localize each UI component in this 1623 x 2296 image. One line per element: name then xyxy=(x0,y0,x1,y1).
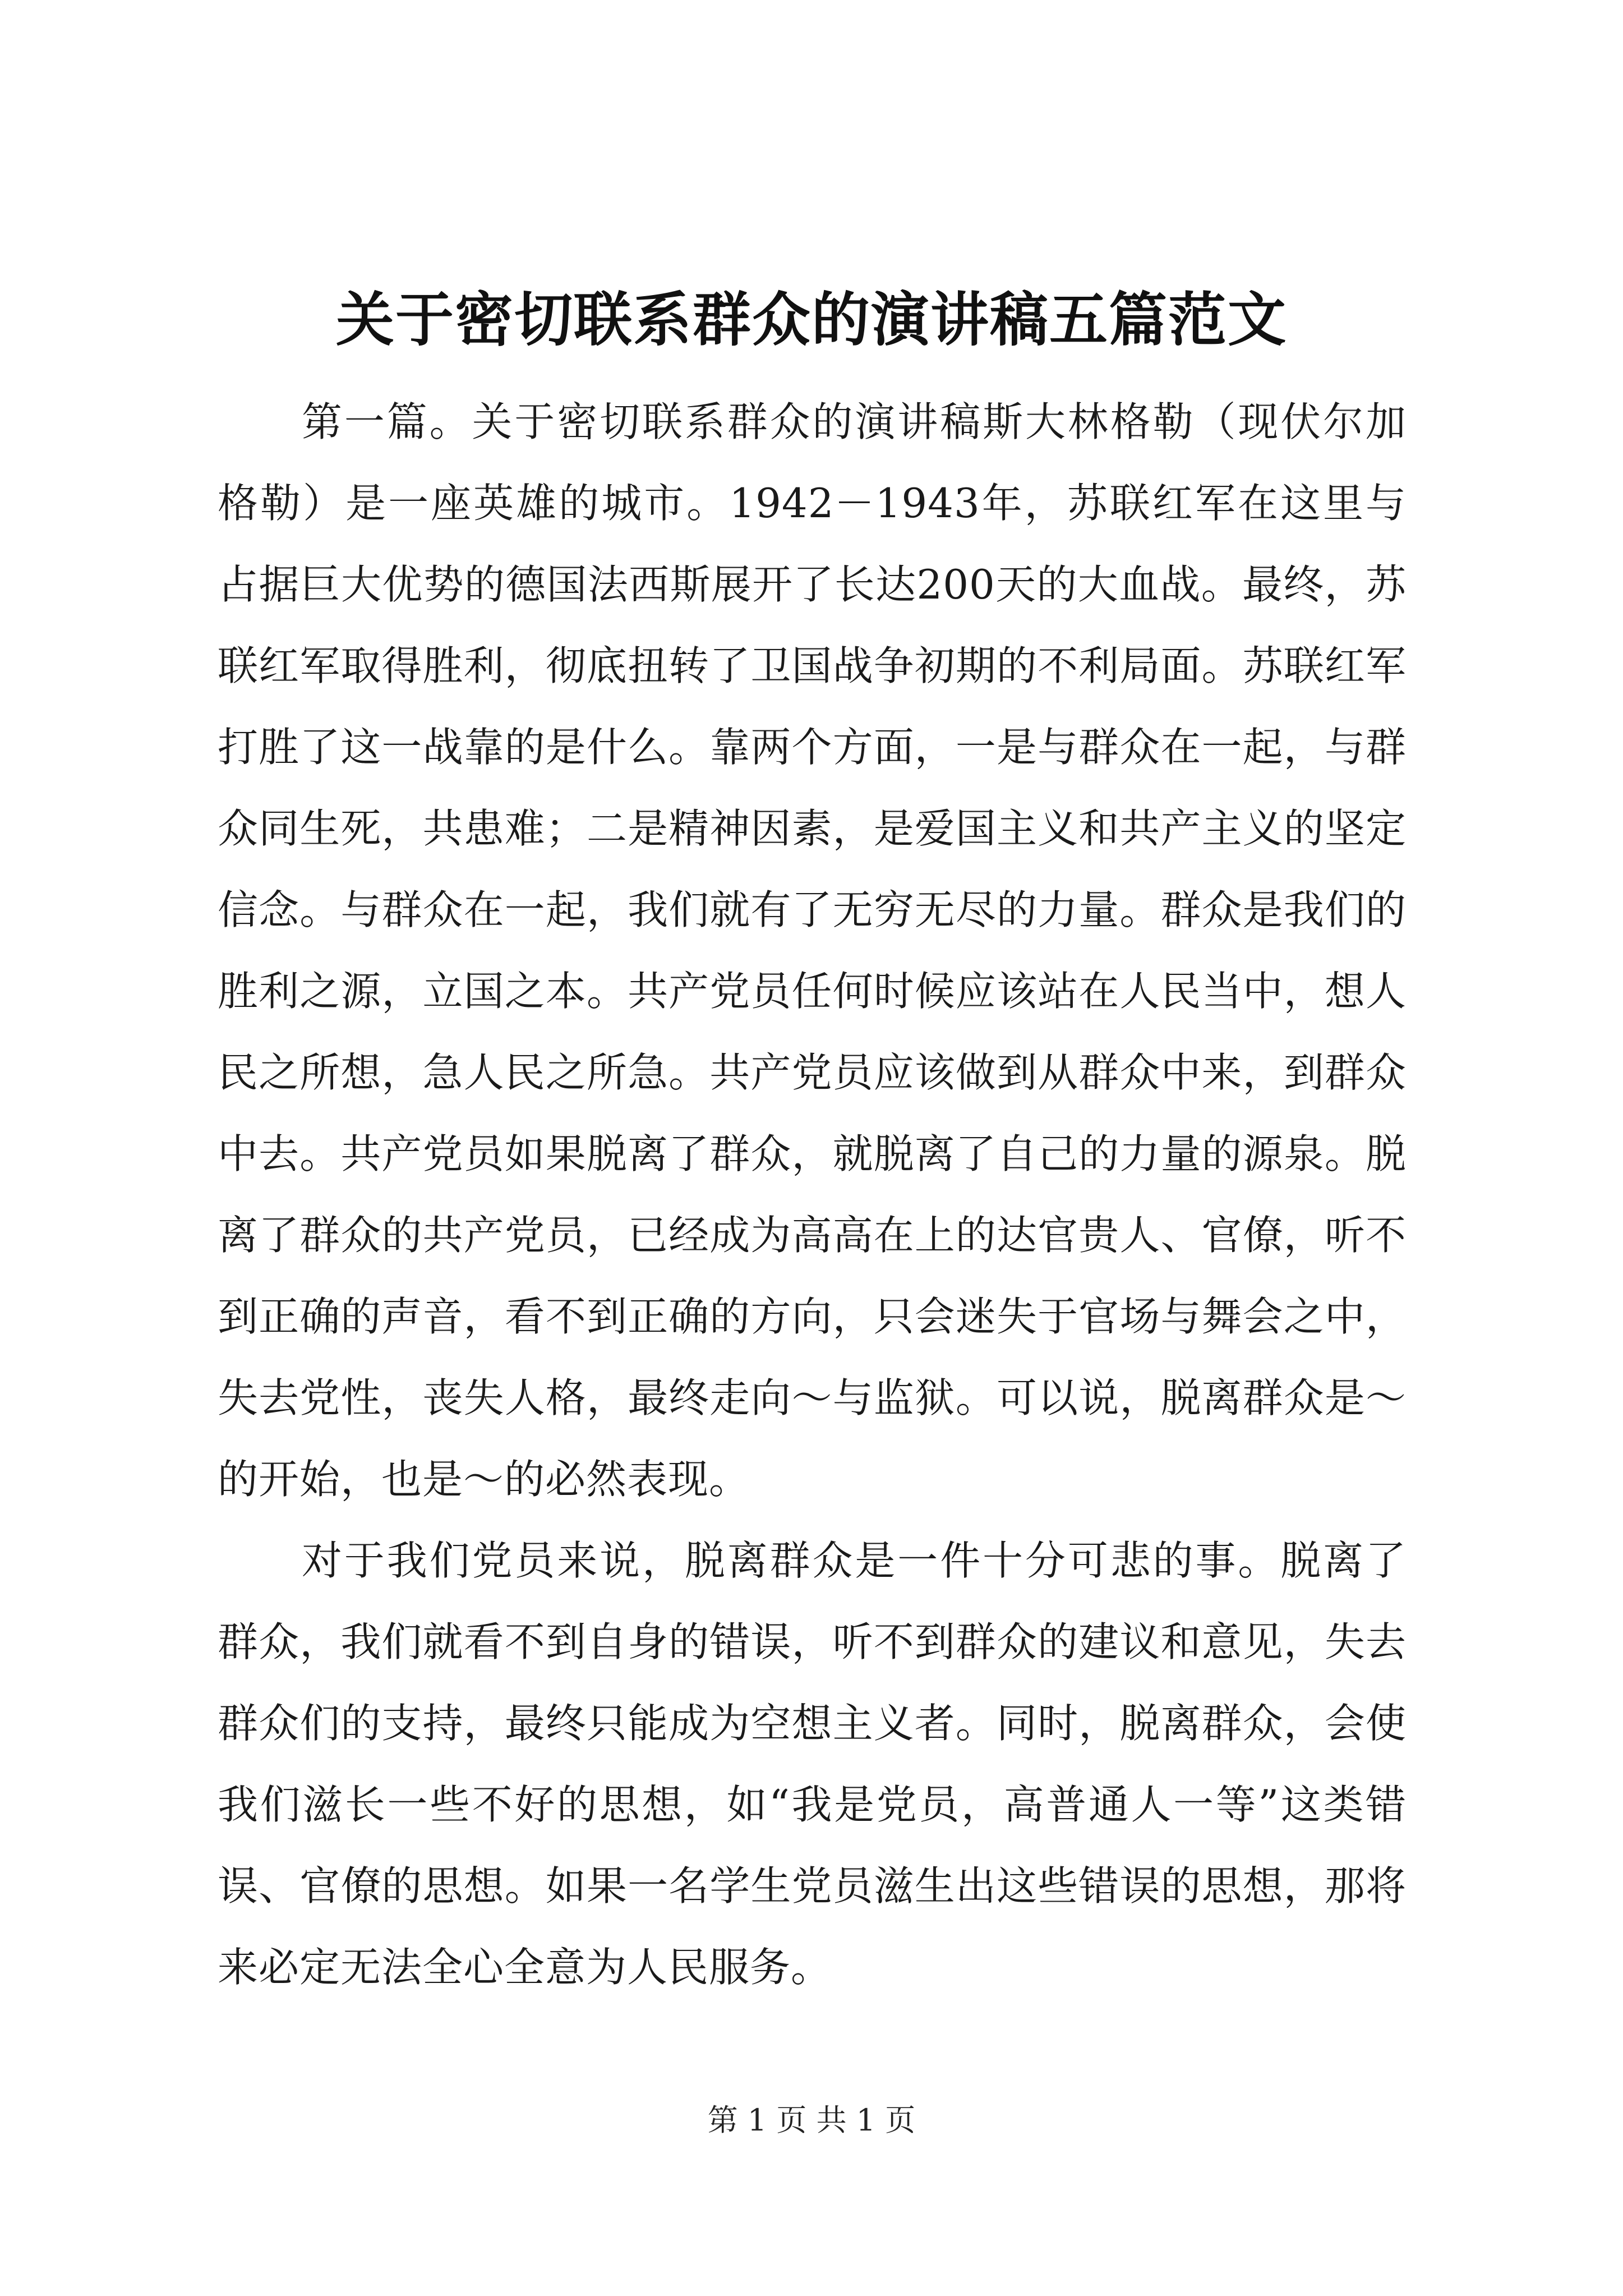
page-footer: 第 1 页 共 1 页 xyxy=(707,2102,916,2138)
document-title: 关于密切联系群众的演讲稿五篇范文 xyxy=(335,285,1287,354)
document-body xyxy=(218,381,1407,2008)
paragraph-2: 对于我们党员来说，脱离群众是一件十分可悲的事。脱离了群众，我们就看不到自身的错误，听不到群众的建议和意见，失去群众们的支持，最终只能成为空想主义者。同时，脱离群众，会使我们滋长一些不好的思想，如“我是党员，高普通人一等”这类错误、官僚的思想。如果一名学生党员滋生出这些错误的思想，那将来必定无法全心全意为人民服务。 xyxy=(218,1537,1407,1991)
paragraph-1: 第一篇。关于密切联系群众的演讲稿斯大林格勒（现伏尔加格勒）是一座英雄的城市。1942－1943年，苏联红军在这里与占据巨大优势的德国法西斯展开了长达200天的大血战。最终，苏联红军取得胜利，彻底扭转了卫国战争初期的不利局面。苏联红军打胜了这一战靠的是什么。靠两个方面，一是与群众在一起，与群众同生死，共患难；二是精神因素，是爱国主义和共产主义的坚定信念。与群众在一起，我们就有了无穷无尽的力量。群众是我们的胜利之源，立国之本。共产党员任何时候应该站在人民当中，想人民之所想，急人民之所急。共产党员应该做到从群众中来，到群众中去。共产党员如果脱离了群众，就脱离了自己的力量的源泉。脱离了群众的共产党员，已经成为高高在上的达官贵人、官僚，听不到正确的声音，看不到正确的方向，只会迷失于官场与舞会之中，失去党性，丧失人格，最终走向～与监狱。可以说，脱离群众是～的开始，也是～的必然表现。 xyxy=(218,398,1407,1503)
